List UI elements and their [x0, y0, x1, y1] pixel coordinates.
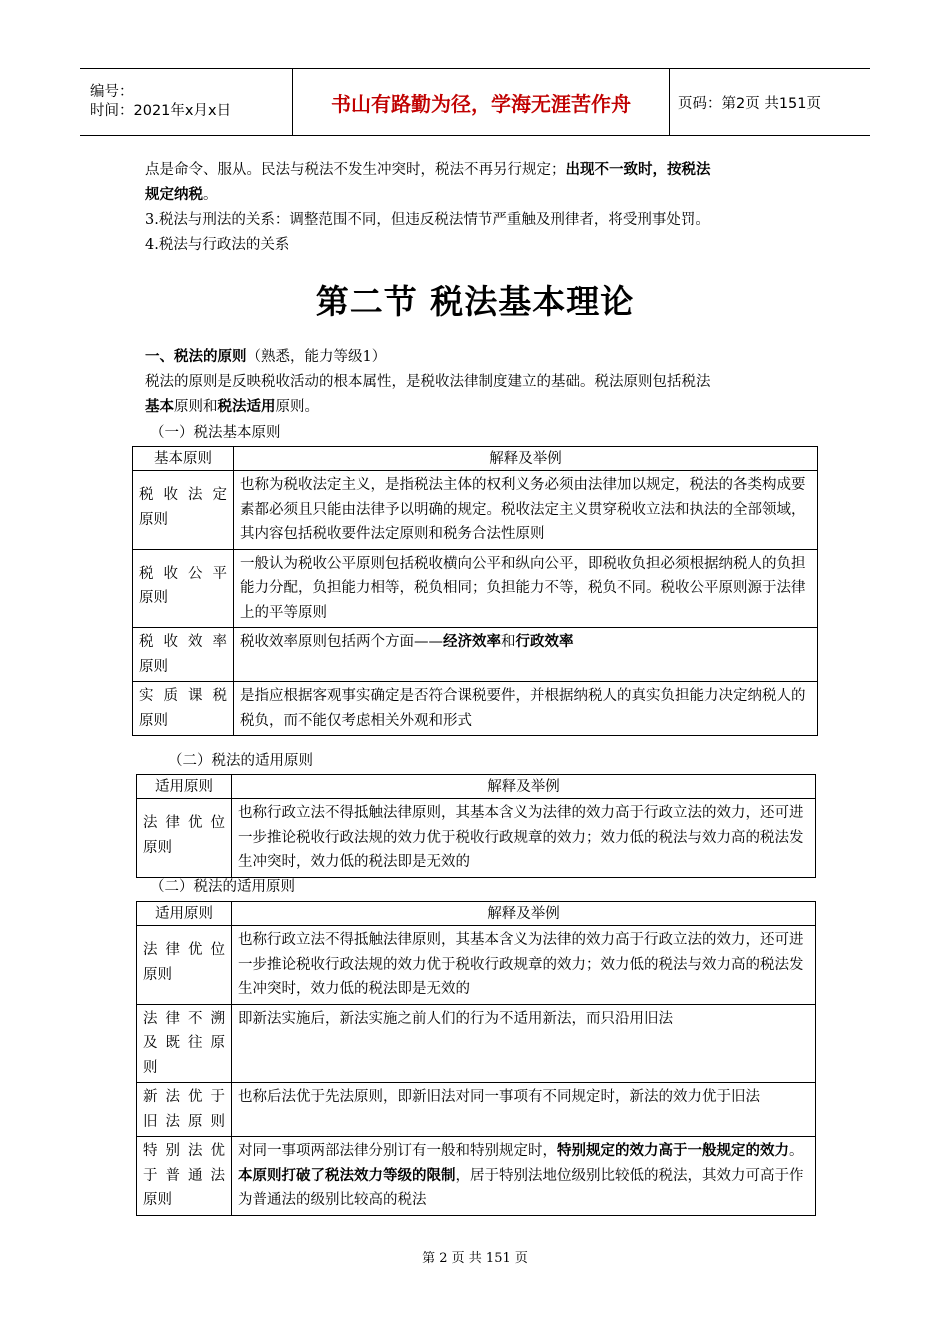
table-row	[137, 1004, 816, 1083]
row-desc: 也称为税收法定主义，是指税法主体的权利义务必须由法律加以规定，税法的各类构成要素都必须且只能由法律予以明确的规定。税收法定主义贯穿税收立法和执法的全部领域，其内容包括税收要件法定原则和税务合法性原则	[234, 471, 818, 550]
principles-bold-2: 税法适用	[217, 399, 276, 415]
table3-caption: （二）税法的适用原则	[150, 879, 295, 895]
table3-col-explanation: 解释及举例	[232, 902, 816, 926]
table2-col-explanation: 解释及举例	[232, 775, 816, 799]
document-time-label: 时间：2021年x月x日	[90, 103, 232, 119]
row-name: 新法优于 旧法原则	[137, 1083, 232, 1137]
row-name: 法律优位 原则	[137, 926, 232, 1005]
row-desc: 税收效率原则包括两个方面——经济效率和行政效率	[234, 628, 818, 682]
header-meta	[80, 69, 293, 136]
intro-item-3: 3.税法与刑法的关系：调整范围不同，但违反税法情节严重触及刑律者，将受刑事处罚。	[145, 212, 710, 228]
row-desc: 一般认为税收公平原则包括税收横向公平和纵向公平，即税收负担必须根据纳税人的负担能力分配，负担能力相等，税负相同；负担能力不等，税负不同。税收公平原则源于法律上的平等原则	[234, 549, 818, 628]
table-row	[137, 1083, 816, 1137]
principles-heading: 一、税法的原则	[145, 349, 247, 365]
row-desc: 即新法实施后，新法实施之前人们的行为不适用新法，而只沿用旧法	[232, 1004, 816, 1083]
intro-paragraph	[145, 158, 810, 258]
row-desc: 也称行政立法不得抵触法律原则，其基本含义为法律的效力高于行政立法的效力，还可进一步推论税收行政法规的效力优于税收行政规章的效力；效力低的税法与效力高的税法发生冲突时，效力低的税法即是无效的	[232, 926, 816, 1005]
row-name: 法律不溯 及既往原 则	[137, 1004, 232, 1083]
intro-bold-text: 出现不一致时，按税法	[565, 162, 711, 178]
page-header	[80, 68, 870, 136]
section-title: 第二节 税法基本理论	[315, 282, 635, 321]
row-desc: 也称后法优于先法原则，即新旧法对同一事项有不同规定时，新法的效力优于旧法	[232, 1083, 816, 1137]
header-motto: 书山有路勤为径，学海无涯苦作舟	[293, 69, 670, 136]
table-row	[137, 799, 816, 878]
applicable-principles-table	[136, 774, 816, 878]
table2-col-principle: 适用原则	[137, 775, 232, 799]
basic-principles-table	[132, 446, 818, 736]
principles-text-1: 税法的原则是反映税收活动的根本属性，是税收法律制度建立的基础。税法原则包括税法	[145, 374, 711, 390]
row-name: 法律优位 原则	[137, 799, 232, 878]
table2-caption: （二）税法的适用原则	[168, 753, 313, 769]
principles-paragraph	[145, 345, 810, 420]
row-desc: 是指应根据客观事实确定是否符合课税要件，并根据纳税人的真实负担能力决定纳税人的税负，而不能仅考虑相关外观和形式	[234, 682, 818, 736]
header-page-info: 页码：第2页 共151页	[670, 69, 871, 136]
intro-bold-text-2: 规定纳税	[145, 187, 203, 203]
row-desc: 也称行政立法不得抵触法律原则，其基本含义为法律的效力高于行政立法的效力，还可进一步推论税收行政法规的效力优于税收行政规章的效力；效力低的税法与效力高的税法发生冲突时，效力低的税法即是无效的	[232, 799, 816, 878]
document-number-label: 编号：	[90, 84, 134, 100]
intro-text-2: 。	[203, 187, 218, 203]
page-footer: 第 2 页 共 151 页	[422, 1251, 528, 1266]
intro-text: 点是命令、服从。民法与税法不发生冲突时，税法不再另行规定；	[145, 162, 566, 178]
table-row	[137, 926, 816, 1005]
principles-bold-1: 基本	[145, 399, 174, 415]
intro-item-4: 4.税法与行政法的关系	[145, 237, 290, 253]
table1-col-principle: 基本原则	[133, 447, 234, 471]
principles-text-2: 原则和	[174, 399, 218, 415]
row-name: 实质课税 原则	[133, 682, 234, 736]
row-name: 税收法定 原则	[133, 471, 234, 550]
row-name: 税收公平 原则	[133, 549, 234, 628]
table3-col-principle: 适用原则	[137, 902, 232, 926]
table1-caption: （一）税法基本原则	[150, 425, 281, 441]
table-row	[133, 549, 818, 628]
principles-text-3: 原则。	[275, 399, 319, 415]
table-row	[133, 471, 818, 550]
row-desc: 对同一事项两部法律分别订有一般和特别规定时，特别规定的效力高于一般规定的效力。本原则打破了税法效力等级的限制，居于特别法地位级别比较低的税法，其效力可高于作为普通法的级别比较高的税法	[232, 1137, 816, 1216]
table-row	[133, 628, 818, 682]
row-name: 税收效率 原则	[133, 628, 234, 682]
table-row	[137, 1137, 816, 1216]
applicable-principles-table-full	[136, 901, 816, 1216]
principles-heading-note: （熟悉，能力等级1）	[246, 349, 387, 365]
table1-col-explanation: 解释及举例	[234, 447, 818, 471]
table-row	[133, 682, 818, 736]
row-name: 特别法优 于普通法 原则	[137, 1137, 232, 1216]
